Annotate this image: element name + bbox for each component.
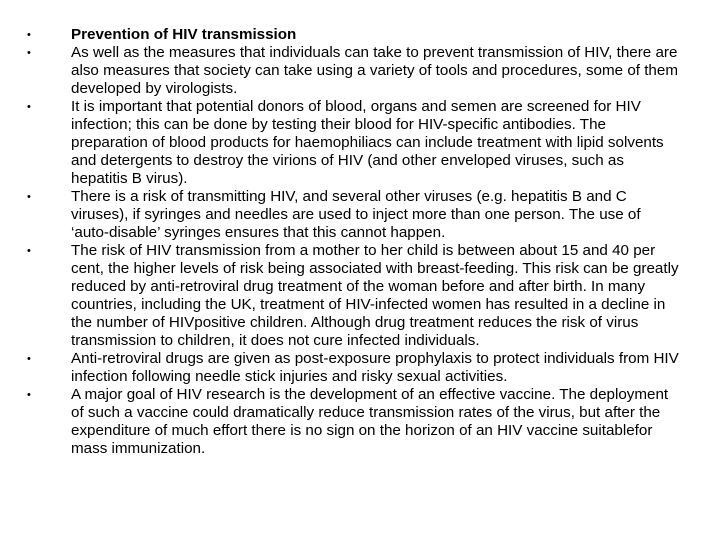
bullet-icon: • xyxy=(27,101,31,113)
bullet-item-title xyxy=(26,26,682,44)
slide-title: Prevention of HIV transmission xyxy=(71,26,297,43)
bullet-text: There is a risk of transmitting HIV, and several other viruses (e.g. hepatitis B and C viruses), if syringes and needles are used to inject more than one person. The use of ‘auto-disable’ syringes ensures that this cannot happen. xyxy=(71,188,641,241)
bullet-text: The risk of HIV transmission from a mother to her child is between about 15 and 40 per cent, the higher levels of risk being associated with breast-feeding. This risk can be greatly reduced by anti-retroviral drug treatment of the woman before and after birth. In many countries, including the UK, treatment of HIV-infected women has resulted in a decline in the number of HIVpositive children. Although drug treatment reduces the risk of virus transmission to children, it does not cure infected individuals. xyxy=(71,242,679,349)
bullet-icon: • xyxy=(27,29,31,41)
bullet-item-societal-measures xyxy=(26,44,682,98)
bullet-item-syringes xyxy=(26,188,682,242)
bullet-text: A major goal of HIV research is the development of an effective vaccine. The deployment of such a vaccine could dramatically reduce transmission rates of the virus, but after the expenditure of much effort there is no sign on the horizon of an HIV vaccine suitablefor mass immunization. xyxy=(71,386,669,457)
bullet-item-vaccine xyxy=(26,386,682,458)
bullet-item-mother-to-child xyxy=(26,242,682,350)
bullet-list xyxy=(26,26,682,458)
bullet-text: It is important that potential donors of blood, organs and semen are screened for HIV infection; this can be done by testing their blood for HIV-specific antibodies. The preparation of blood products for haemophiliacs can include treatment with lipid solvents and detergents to destroy the virions of HIV (and other enveloped viruses, such as hepatitis B virus). xyxy=(71,98,664,187)
bullet-icon: • xyxy=(27,389,31,401)
bullet-icon: • xyxy=(27,47,31,59)
bullet-icon: • xyxy=(27,245,31,257)
bullet-text: Anti-retroviral drugs are given as post-exposure prophylaxis to protect individuals from HIV infection following needle stick injuries and risky sexual activities. xyxy=(71,350,679,385)
bullet-item-donor-screening xyxy=(26,98,682,188)
bullet-icon: • xyxy=(27,353,31,365)
bullet-text: As well as the measures that individuals can take to prevent transmission of HIV, there are also measures that society can take using a variety of tools and procedures, some of them developed by virologists. xyxy=(71,44,678,97)
bullet-item-post-exposure xyxy=(26,350,682,386)
bullet-icon: • xyxy=(27,191,31,203)
